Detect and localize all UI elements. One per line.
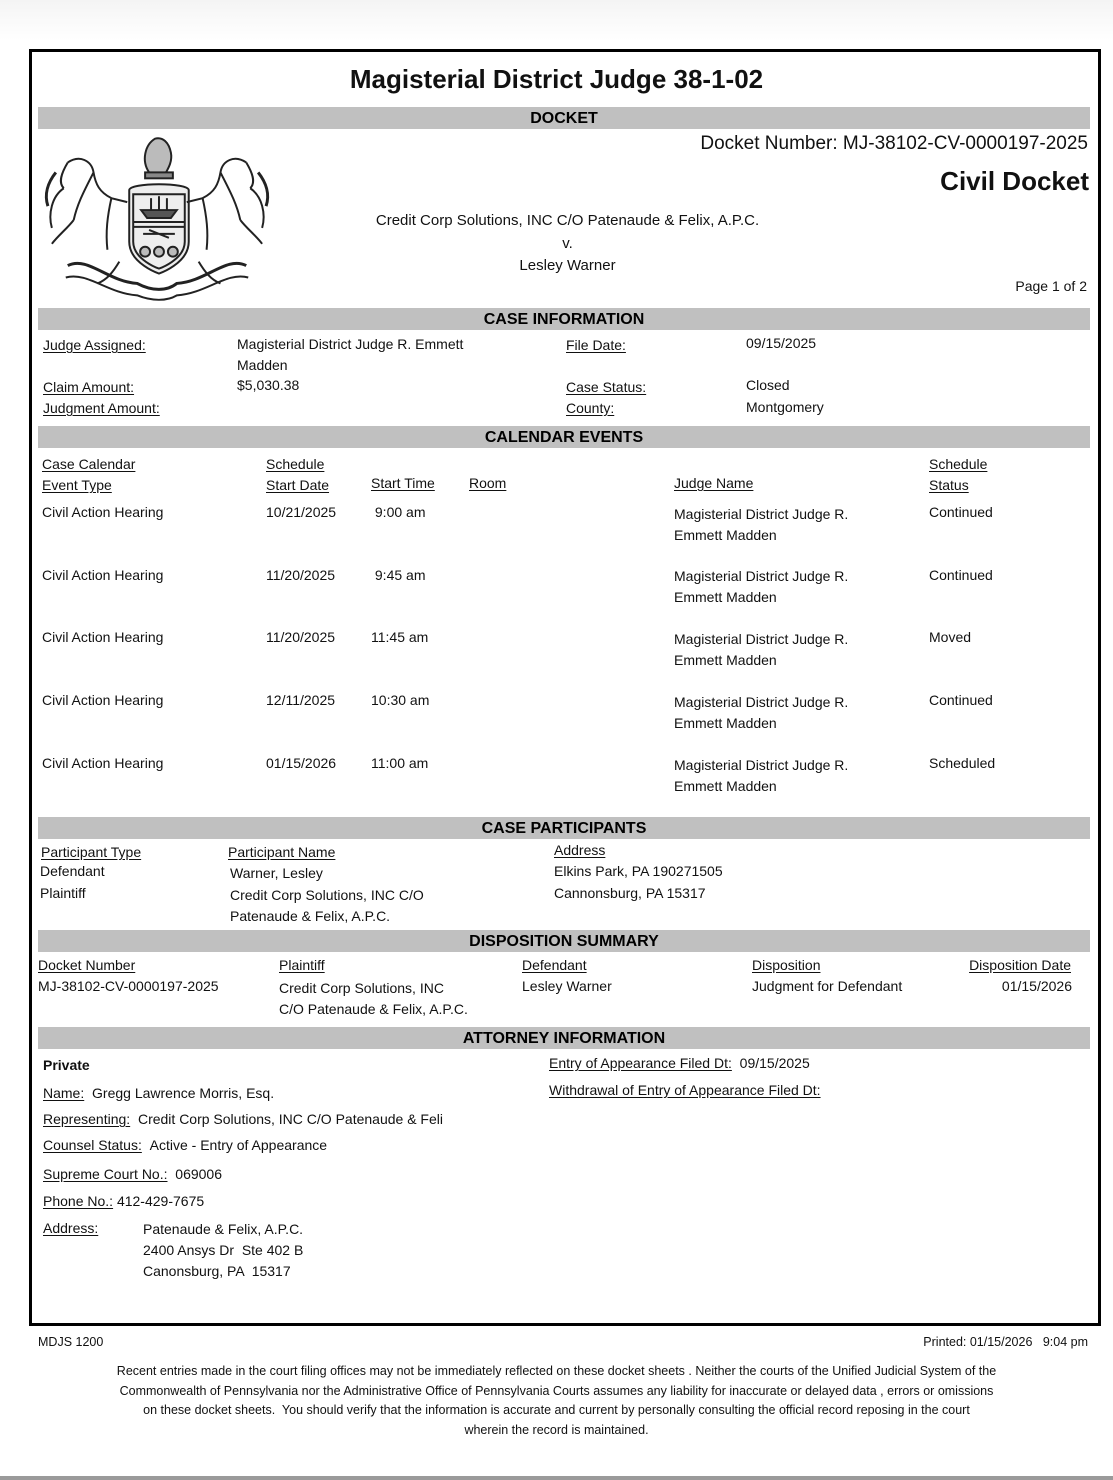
event-type: Civil Action Hearing <box>42 504 164 520</box>
county-label: County: <box>566 400 615 416</box>
page-top-fade <box>0 0 1113 40</box>
participant-type: Plaintiff <box>40 885 86 901</box>
col-header-start-date-line2: Start Date <box>266 477 330 493</box>
printed-timestamp: Printed: 01/15/2026 9:04 pm <box>923 1335 1088 1349</box>
section-band-calendar-events: CALENDAR EVENTS <box>38 426 1090 448</box>
col-header-event-type-line2: Event Type <box>42 477 112 493</box>
attorney-counsel-status-field <box>43 1137 327 1153</box>
judge-assigned-value-line2: Madden <box>237 357 288 373</box>
disposition-value: Judgment for Defendant <box>752 978 903 994</box>
event-start-time: 10:30 am <box>371 692 430 708</box>
judge-assigned-value-line1: Magisterial District Judge R. Emmett <box>237 336 464 352</box>
col-header-judge-name: Judge Name <box>674 475 754 491</box>
event-start-time: 9:45 am <box>371 567 426 583</box>
caption-versus: v. <box>562 235 573 252</box>
col-header-disposition-date: Disposition Date <box>969 957 1071 973</box>
attorney-name-label: Name: <box>43 1085 85 1101</box>
pennsylvania-coat-of-arms-icon <box>38 132 276 304</box>
section-band-case-participants: CASE PARTICIPANTS <box>38 817 1090 839</box>
entry-of-appearance-field <box>549 1055 810 1071</box>
col-header-plaintiff: Plaintiff <box>279 957 325 973</box>
event-start-date: 01/15/2026 <box>266 755 337 771</box>
event-judge-line2: Emmett Madden <box>674 589 777 605</box>
disclaimer-line: Recent entries made in the court filing offices may not be immediately reflected on these docket sheets . Neither the courts of the Unified Judicial System of the <box>116 1364 997 1378</box>
disposition-docket-number: MJ-38102-CV-0000197-2025 <box>38 978 219 994</box>
disposition-date: 01/15/2026 <box>1001 978 1072 994</box>
event-status: Moved <box>929 629 972 645</box>
event-start-time: 11:00 am <box>371 755 429 771</box>
disclaimer <box>0 1362 1113 1440</box>
event-judge-line2: Emmett Madden <box>674 652 777 668</box>
attorney-address-line3: Canonsburg, PA 15317 <box>143 1263 291 1279</box>
entry-of-appearance-date: 09/15/2025 <box>739 1055 810 1071</box>
attorney-category: Private <box>43 1057 90 1073</box>
judge-assigned-label: Judge Assigned: <box>43 337 146 353</box>
attorney-representing-label: Representing: <box>43 1111 131 1127</box>
col-header-room: Room <box>469 475 507 491</box>
participant-name-line2: Patenaude & Felix, A.P.C. <box>230 908 391 924</box>
section-band-disposition-summary: DISPOSITION SUMMARY <box>38 930 1090 952</box>
event-status: Continued <box>929 567 993 583</box>
disposition-plaintiff-line1: Credit Corp Solutions, INC <box>279 980 444 996</box>
event-judge-line2: Emmett Madden <box>674 527 777 543</box>
section-band-docket: DOCKET <box>38 107 1090 129</box>
event-status: Continued <box>929 504 993 520</box>
judgment-amount-label: Judgment Amount: <box>43 400 160 416</box>
attorney-supreme-court-label: Supreme Court No.: <box>43 1166 168 1182</box>
caption-defendant: Lesley Warner <box>519 257 616 274</box>
attorney-address-label: Address: <box>43 1220 99 1236</box>
attorney-name-value: Gregg Lawrence Morris, Esq. <box>92 1085 275 1101</box>
attorney-supreme-court-field <box>43 1166 222 1182</box>
attorney-phone-value: 412-429-7675 <box>116 1193 205 1209</box>
section-band-attorney-information: ATTORNEY INFORMATION <box>38 1027 1090 1049</box>
event-start-time: 11:45 am <box>371 629 429 645</box>
claim-amount-label: Claim Amount: <box>43 379 135 395</box>
attorney-address-line2: 2400 Ansys Dr Ste 402 B <box>143 1242 304 1258</box>
withdrawal-of-appearance-label: Withdrawal of Entry of Appearance Filed Dt: <box>549 1082 821 1098</box>
entry-of-appearance-label: Entry of Appearance Filed Dt: <box>549 1055 732 1071</box>
event-judge-line1: Magisterial District Judge R. <box>674 506 849 522</box>
case-status-value: Closed <box>746 377 790 393</box>
attorney-representing-field <box>43 1111 443 1127</box>
col-header-participant-type: Participant Type <box>41 844 142 860</box>
attorney-representing-value: Credit Corp Solutions, INC C/O Patenaude & Feli <box>137 1111 443 1127</box>
event-start-date: 11/20/2025 <box>266 629 336 645</box>
event-type: Civil Action Hearing <box>42 755 164 771</box>
col-header-status-line2: Status <box>929 477 969 493</box>
event-type: Civil Action Hearing <box>42 567 164 583</box>
col-header-docket-number: Docket Number <box>38 957 136 973</box>
attorney-phone-label: Phone No.: <box>43 1193 114 1209</box>
disclaimer-line: Commonwealth of Pennsylvania nor the Administrative Office of Pennsylvania Courts assumes any liability for inaccurate or delayed data , errors or omissions <box>119 1383 994 1398</box>
attorney-address-line1: Patenaude & Felix, A.P.C. <box>143 1221 304 1237</box>
claim-amount-value: $5,030.38 <box>237 377 300 393</box>
event-status: Continued <box>929 692 993 708</box>
withdrawal-of-appearance-field <box>549 1082 828 1098</box>
participant-name-line1: Warner, Lesley <box>230 865 323 881</box>
county-value: Montgomery <box>746 399 824 415</box>
page-indicator: Page 1 of 2 <box>1015 278 1087 294</box>
col-header-event-type-line1: Case Calendar <box>42 456 136 472</box>
attorney-name-field <box>43 1085 274 1101</box>
event-start-date: 12/11/2025 <box>266 692 336 708</box>
event-start-date: 11/20/2025 <box>266 567 336 583</box>
file-date-label: File Date: <box>566 337 626 353</box>
attorney-counsel-status-label: Counsel Status: <box>43 1137 142 1153</box>
event-judge-line1: Magisterial District Judge R. <box>674 631 849 647</box>
disclaimer-line: on these docket sheets. You should verify that the information is accurate and current by personally consulting the official record reposing in the court <box>143 1403 970 1417</box>
event-judge-line2: Emmett Madden <box>674 778 777 794</box>
col-header-start-time: Start Time <box>371 475 435 491</box>
participant-name-line1: Credit Corp Solutions, INC C/O <box>230 887 424 903</box>
disposition-defendant: Lesley Warner <box>522 978 612 994</box>
col-header-defendant: Defendant <box>522 957 587 973</box>
docket-number: Docket Number: MJ-38102-CV-0000197-2025 <box>700 133 1088 154</box>
event-start-time: 9:00 am <box>371 504 426 520</box>
docket-type: Civil Docket <box>940 166 1089 196</box>
event-judge-line1: Magisterial District Judge R. <box>674 757 849 773</box>
event-judge-line1: Magisterial District Judge R. <box>674 568 849 584</box>
section-band-case-information: CASE INFORMATION <box>38 308 1090 330</box>
disclaimer-line: wherein the record is maintained. <box>464 1422 649 1437</box>
event-type: Civil Action Hearing <box>42 692 164 708</box>
case-status-label: Case Status: <box>566 379 647 395</box>
event-judge-line2: Emmett Madden <box>674 715 777 731</box>
disposition-plaintiff-line2: C/O Patenaude & Felix, A.P.C. <box>279 1001 468 1017</box>
participant-address: Cannonsburg, PA 15317 <box>554 885 706 901</box>
col-header-status-line1: Schedule <box>929 456 988 472</box>
attorney-supreme-court-value: 069006 <box>175 1166 222 1182</box>
page-bottom-edge <box>0 1476 1113 1480</box>
attorney-phone-field <box>43 1193 204 1209</box>
col-header-start-date-line1: Schedule <box>266 456 325 472</box>
form-id: MDJS 1200 <box>38 1335 104 1349</box>
file-date-value: 09/15/2025 <box>746 335 817 351</box>
attorney-counsel-status-value: Active - Entry of Appearance <box>149 1137 328 1153</box>
court-title: Magisterial District Judge 38-1-02 <box>349 64 764 94</box>
event-judge-line1: Magisterial District Judge R. <box>674 694 849 710</box>
participant-address: Elkins Park, PA 190271505 <box>554 863 723 879</box>
caption-plaintiff: Credit Corp Solutions, INC C/O Patenaude & Felix, A.P.C. <box>375 212 760 229</box>
col-header-disposition: Disposition <box>752 957 821 973</box>
col-header-address: Address <box>554 842 606 858</box>
event-type: Civil Action Hearing <box>42 629 164 645</box>
event-status: Scheduled <box>929 755 996 771</box>
event-start-date: 10/21/2025 <box>266 504 337 520</box>
participant-type: Defendant <box>40 863 105 879</box>
col-header-participant-name: Participant Name <box>228 844 336 860</box>
